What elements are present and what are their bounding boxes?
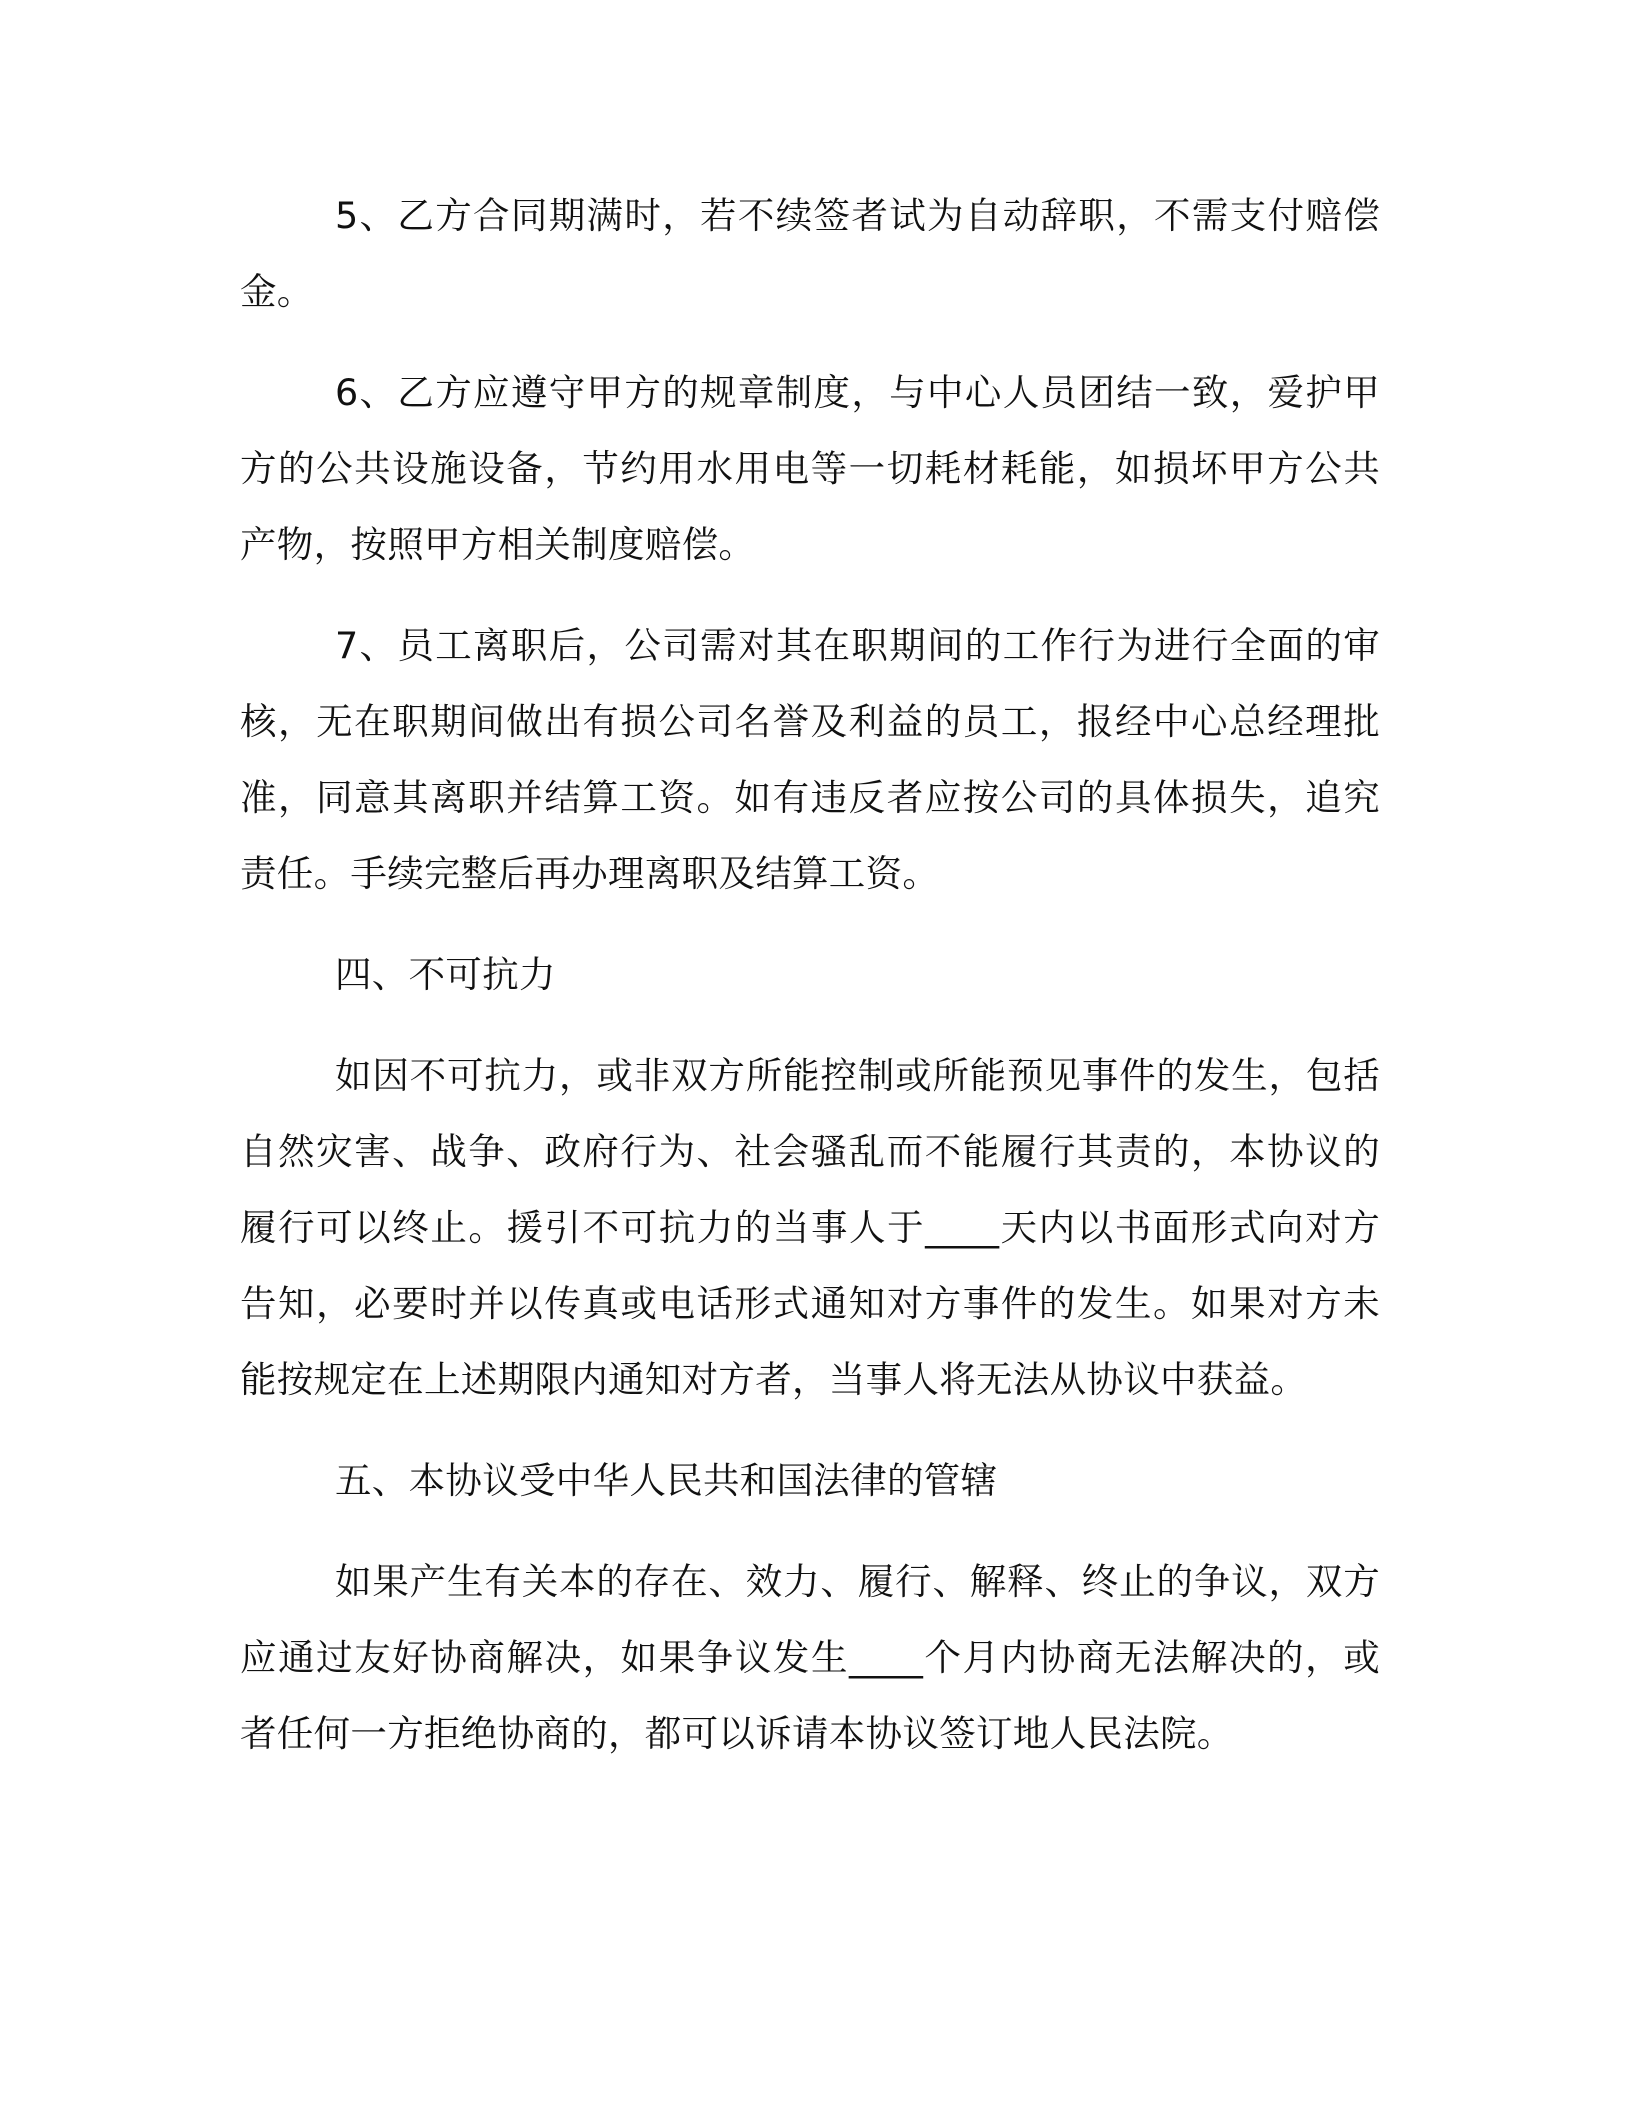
dispute-resolution-paragraph: 如果产生有关本的存在、效力、履行、解释、终止的争议，双方应通过友好协商解决，如果争议发生____个月内协商无法解决的，或者任何一方拒绝协商的，都可以诉请本协议签订地人民法院。 (240, 1560, 1380, 1755)
clause-6-paragraph: 6、乙方应遵守甲方的规章制度，与中心人员团结一致，爱护甲方的公共设施设备，节约用水用电等一切耗材耗能，如损坏甲方公共产物，按照甲方相关制度赔偿。 (240, 371, 1380, 566)
section-4-heading: 四、不可抗力 (335, 953, 556, 996)
section-5-heading: 五、本协议受中华人民共和国法律的管辖 (335, 1459, 998, 1502)
clause-7-paragraph: 7、员工离职后，公司需对其在职期间的工作行为进行全面的审核，无在职期间做出有损公司名誉及利益的员工，报经中心总经理批准，同意其离职并结算工资。如有违反者应按公司的具体损失，追究责任。手续完整后再办理离职及结算工资。 (240, 624, 1380, 895)
clause-5-paragraph: 5、乙方合同期满时，若不续签者试为自动辞职，不需支付赔偿金。 (240, 194, 1380, 313)
document-body (240, 178, 1380, 1797)
force-majeure-paragraph: 如因不可抗力，或非双方所能控制或所能预见事件的发生，包括自然灾害、战争、政府行为、社会骚乱而不能履行其责的，本协议的履行可以终止。援引不可抗力的当事人于____天内以书面形式向对方告知，必要时并以传真或电话形式通知对方事件的发生。如果对方未能按规定在上述期限内通知对方者，当事人将无法从协议中获益。 (240, 1054, 1380, 1401)
